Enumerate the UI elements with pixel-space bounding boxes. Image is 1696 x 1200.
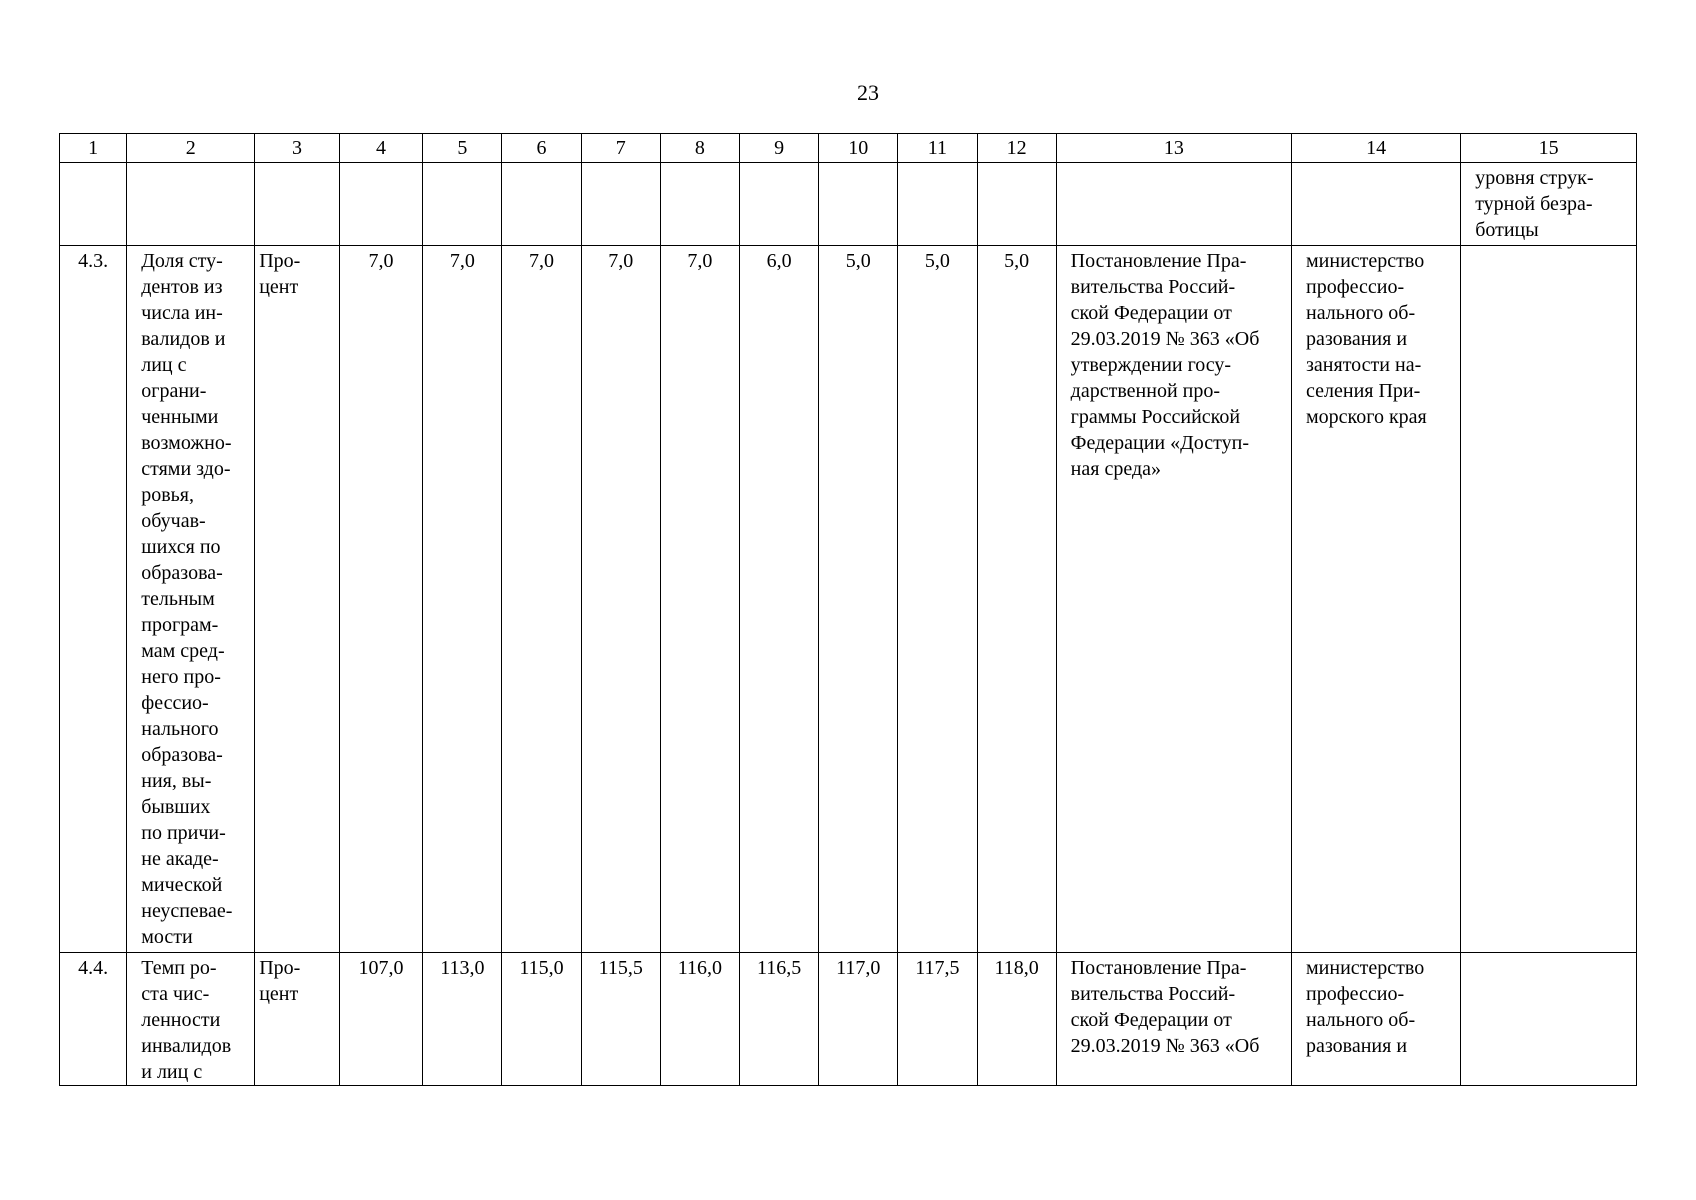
indicator-name-cell — [127, 953, 255, 1086]
value-cell: 115,5 — [581, 953, 660, 1086]
value-cell: 6,0 — [739, 246, 818, 953]
table-cell — [1056, 163, 1291, 246]
table-cell — [660, 163, 739, 246]
row-number: 4.3. — [60, 246, 127, 953]
value-cell: 117,5 — [898, 953, 977, 1086]
unit-cell — [255, 246, 340, 953]
continued-text: уровня струк- турной безра- ботицы — [1475, 167, 1594, 241]
column-number: 7 — [581, 134, 660, 163]
value-cell: 117,0 — [819, 953, 898, 1086]
column-number: 12 — [977, 134, 1056, 163]
table-cell — [977, 163, 1056, 246]
value-cell: 7,0 — [423, 246, 502, 953]
column-number: 10 — [819, 134, 898, 163]
value-cell: 113,0 — [423, 953, 502, 1086]
page-number: 23 — [857, 80, 879, 105]
row-number: 4.4. — [60, 953, 127, 1086]
column-number: 6 — [502, 134, 581, 163]
value-cell: 118,0 — [977, 953, 1056, 1086]
table-cell — [339, 163, 423, 246]
table-cell — [423, 163, 502, 246]
unit: Про- цент — [259, 250, 301, 298]
note-cell — [1461, 953, 1637, 1086]
column-number: 11 — [898, 134, 977, 163]
value-cell: 7,0 — [502, 246, 581, 953]
legal-basis-cell — [1056, 953, 1291, 1086]
note-cell — [1461, 246, 1637, 953]
table-cell — [127, 163, 255, 246]
column-number: 1 — [60, 134, 127, 163]
table-cell — [819, 163, 898, 246]
table-row — [60, 953, 1637, 1086]
indicator-name: Доля сту- дентов из числа ин- валидов и лиц с ограни- ченными возможно- стями здо- ровья, обучав- шихся по образова- тельным програм- мам сред- него про- фессио- нального образова- ния, вы- бывших по причи- не акаде- мической неуспевае- мости — [141, 250, 233, 948]
responsible-body: министерство профессио- нального об- разования и занятости на- селения При- морского края — [1306, 250, 1427, 428]
value-cell: 7,0 — [339, 246, 423, 953]
value-cell: 107,0 — [339, 953, 423, 1086]
value-cell: 7,0 — [581, 246, 660, 953]
table-cell — [255, 163, 340, 246]
column-number: 14 — [1292, 134, 1461, 163]
column-number: 2 — [127, 134, 255, 163]
column-number: 5 — [423, 134, 502, 163]
continuation-row — [60, 163, 1637, 246]
value-cell: 7,0 — [660, 246, 739, 953]
value-cell: 5,0 — [819, 246, 898, 953]
legal-basis: Постановление Пра- вительства Россий- ской Федерации от 29.03.2019 № 363 «Об — [1070, 957, 1260, 1057]
table-cell — [898, 163, 977, 246]
responsible-body: министерство профессио- нального об- разования и — [1306, 957, 1425, 1057]
value-cell: 115,0 — [502, 953, 581, 1086]
table-cell — [502, 163, 581, 246]
column-number: 8 — [660, 134, 739, 163]
column-number: 4 — [339, 134, 423, 163]
column-number: 13 — [1056, 134, 1291, 163]
unit: Про- цент — [259, 957, 301, 1005]
table-cell — [60, 163, 127, 246]
indicator-name-cell — [127, 246, 255, 953]
value-cell: 116,0 — [660, 953, 739, 1086]
table-row — [60, 246, 1637, 953]
table-cell — [1292, 163, 1461, 246]
value-cell: 5,0 — [977, 246, 1056, 953]
legal-basis: Постановление Пра- вительства Россий- ской Федерации от 29.03.2019 № 363 «Об утверждении госу- дарственной про- граммы Российской Федерации «Доступ- ная среда» — [1070, 250, 1260, 480]
column-number-row — [60, 134, 1637, 163]
legal-basis-cell — [1056, 246, 1291, 953]
responsible-cell — [1292, 246, 1461, 953]
continued-text-cell — [1461, 163, 1637, 246]
table-cell — [581, 163, 660, 246]
unit-cell — [255, 953, 340, 1086]
responsible-cell — [1292, 953, 1461, 1086]
indicators-table — [59, 133, 1637, 1086]
indicator-name: Темп ро- ста чис- ленности инвалидов и лиц с — [141, 957, 232, 1083]
column-number: 15 — [1461, 134, 1637, 163]
value-cell: 116,5 — [739, 953, 818, 1086]
column-number: 9 — [739, 134, 818, 163]
table-cell — [739, 163, 818, 246]
value-cell: 5,0 — [898, 246, 977, 953]
column-number: 3 — [255, 134, 340, 163]
